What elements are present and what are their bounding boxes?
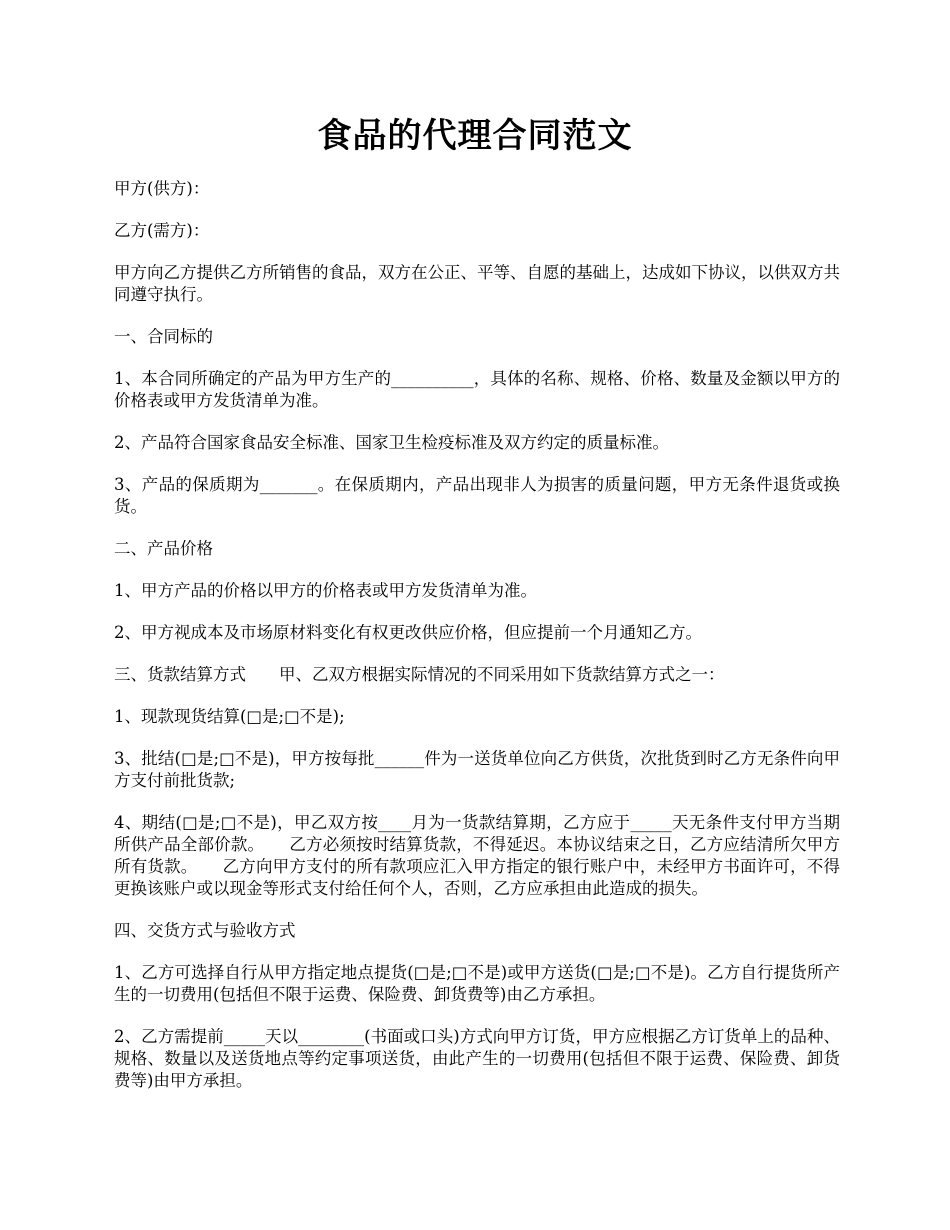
section-heading: 四、交货方式与验收方式 (114, 921, 296, 940)
section-heading: 三、货款结算方式 甲、乙双方根据实际情况的不同采用如下货款结算方式之一： (114, 665, 725, 684)
party-a-line: 甲方(供方)： (114, 179, 210, 198)
section-heading: 二、产品价格 (114, 539, 213, 558)
document-body (114, 178, 840, 1112)
clause-paragraph: 2、甲方视成本及市场原材料变化有权更改供应价格，但应提前一个月通知乙方。 (114, 623, 702, 642)
party-b-line: 乙方(需方)： (114, 221, 210, 240)
clause-paragraph: 1、乙方可选择自行从甲方指定地点提货(□是;□不是)或甲方送货(□是;□不是)。乙方自行提货所产生的一切费用(包括但不限于运费、保险费、卸货费等)由乙方承担。 (114, 963, 840, 1004)
clause-paragraph: 1、甲方产品的价格以甲方的价格表或甲方发货清单为准。 (114, 581, 537, 600)
section-heading: 一、合同标的 (114, 327, 213, 346)
clause-paragraph: 3、批结(□是;□不是)，甲方按每批______件为一送货单位向乙方供货，次批货到时乙方无条件向甲方支付前批货款; (114, 749, 840, 790)
document-title: 食品的代理合同范文 (317, 116, 633, 156)
preamble-paragraph: 甲方向乙方提供乙方所销售的食品，双方在公正、平等、自愿的基础上，达成如下协议，以供双方共同遵守执行。 (114, 263, 840, 304)
clause-paragraph: 2、产品符合国家食品安全标准、国家卫生检疫标准及双方约定的质量标准。 (114, 433, 669, 452)
clause-paragraph: 1、本合同所确定的产品为甲方生产的__________，具体的名称、规格、价格、数量及金额以甲方的价格表或甲方发货清单为准。 (114, 369, 840, 410)
clause-paragraph: 4、期结(□是;□不是)，甲乙双方按____月为一货款结算期，乙方应于_____天无条件支付甲方当期所供产品全部价款。 乙方必须按时结算货款，不得延迟。本协议结束之日，乙方应结清所欠甲方所有货款。 乙方向甲方支付的所有款项应汇入甲方指定的银行账户中，未经甲方书面许可，不得更换该账户或以现金等形式支付给任何个人，否则，乙方应承担由此造成的损失。 (114, 813, 840, 898)
clause-paragraph: 3、产品的保质期为_______。在保质期内，产品出现非人为损害的质量问题，甲方无条件退货或换货。 (114, 475, 840, 516)
clause-paragraph: 2、乙方需提前_____天以________(书面或口头)方式向甲方订货，甲方应根据乙方订货单上的品种、规格、数量以及送货地点等约定事项送货，由此产生的一切费用(包括但不限于运费、保险费、卸货费等)由甲方承担。 (114, 1027, 840, 1090)
clause-paragraph: 1、现款现货结算(□是;□不是); (114, 707, 345, 726)
